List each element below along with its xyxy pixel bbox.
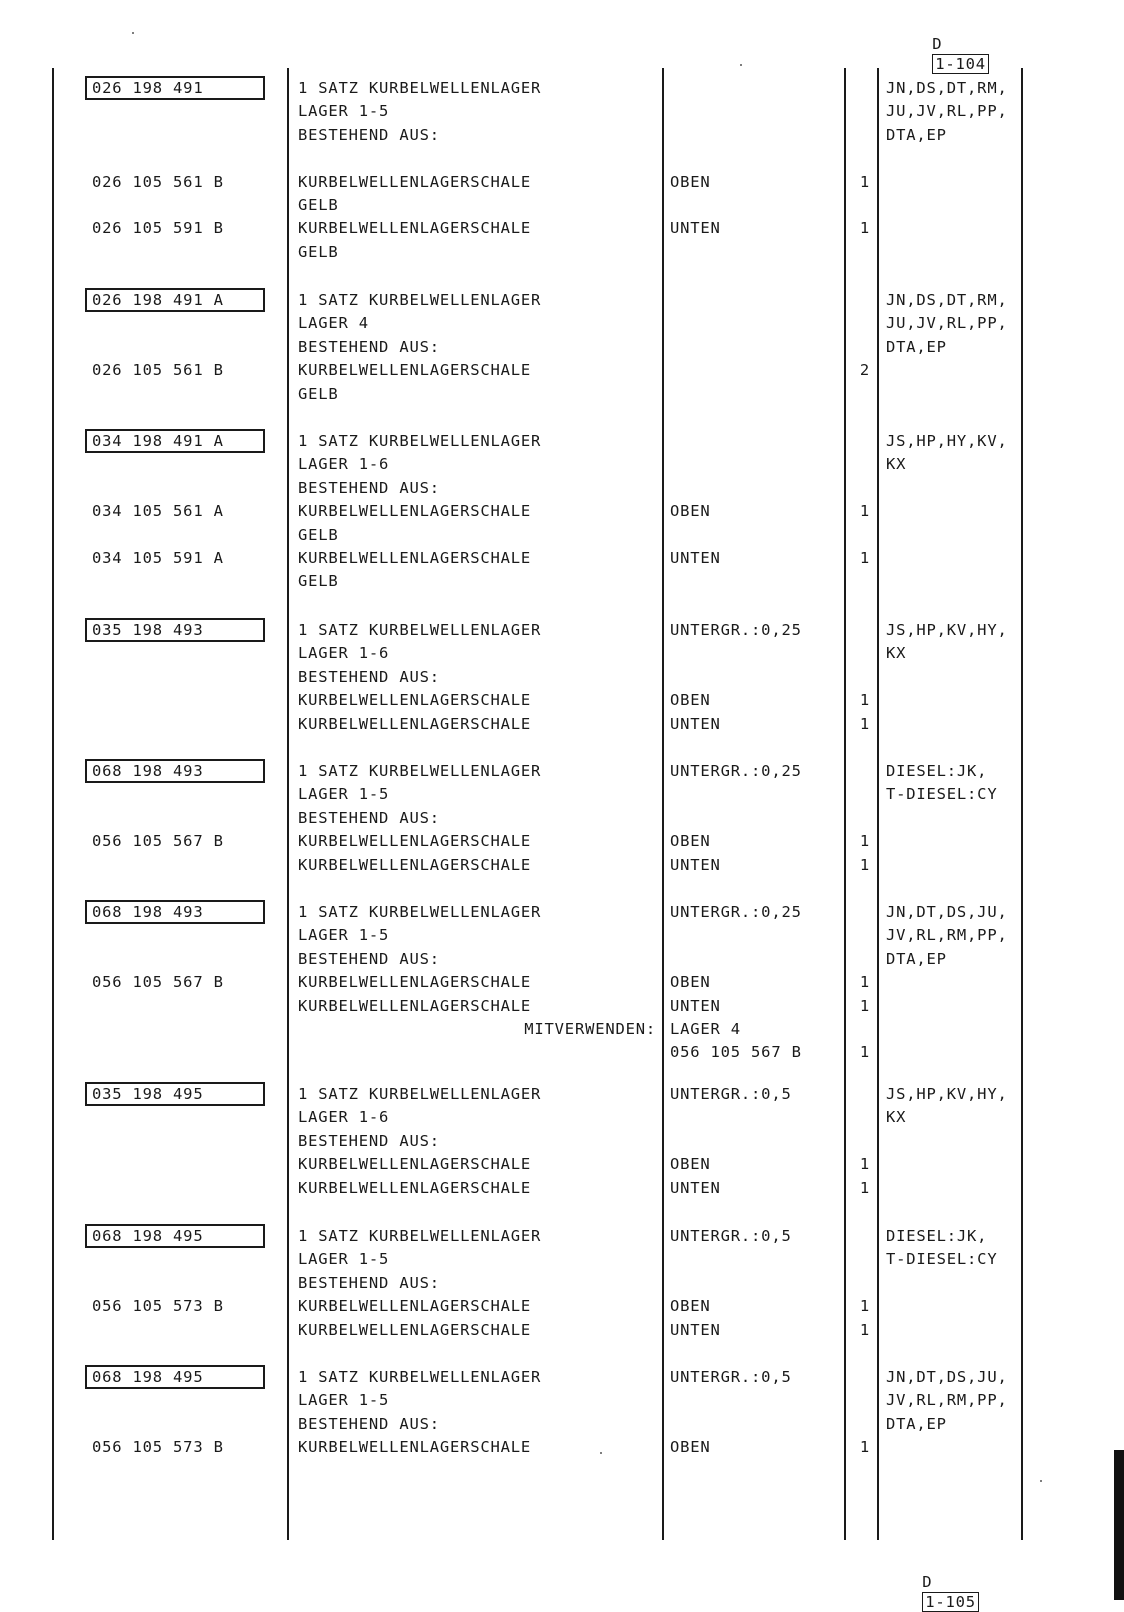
model-codes: DIESEL:JK,	[886, 762, 988, 780]
part-description: KURBELWELLENLAGERSCHALE	[298, 973, 532, 992]
footer-page-ref: 1-105	[922, 1592, 979, 1612]
part-description: KURBELWELLENLAGERSCHALE	[298, 855, 532, 874]
quantity: 1	[859, 172, 870, 191]
part-description: KURBELWELLENLAGERSCHALE	[298, 502, 532, 521]
part-description: GELB	[298, 242, 339, 261]
part-description: GELB	[298, 525, 339, 544]
quantity: 1	[859, 855, 870, 874]
quantity: 1	[859, 1155, 870, 1174]
part-description: 1 SATZ KURBELWELLENLAGER	[298, 762, 542, 780]
position-note: UNTEN	[670, 855, 721, 874]
scan-speck	[132, 32, 134, 34]
table-rule-right	[1021, 68, 1023, 1540]
part-description: 1 SATZ KURBELWELLENLAGER	[298, 79, 542, 97]
set-number-box: 068 198 495	[85, 1365, 265, 1389]
quantity: 1	[859, 502, 870, 521]
model-codes: T-DIESEL:CY	[886, 785, 998, 804]
model-codes: DTA,EP	[886, 949, 947, 968]
quantity: 1	[859, 1043, 870, 1062]
model-codes: JN,DS,DT,RM,	[886, 79, 1008, 97]
model-codes: KX	[886, 644, 907, 663]
part-description: GELB	[298, 384, 339, 403]
part-description: KURBELWELLENLAGERSCHALE	[298, 1155, 532, 1174]
part-description: KURBELWELLENLAGERSCHALE	[298, 1297, 532, 1316]
set-number-box: 034 198 491 A	[85, 429, 265, 453]
model-codes: KX	[886, 1108, 907, 1127]
part-description: LAGER 1-6	[298, 1108, 390, 1127]
table-rule-qty	[844, 68, 846, 1540]
part-description: BESTEHEND AUS:	[298, 667, 440, 686]
quantity: 1	[859, 832, 870, 851]
part-description: KURBELWELLENLAGERSCHALE	[298, 996, 532, 1015]
position-note: UNTEN	[670, 1320, 721, 1339]
quantity: 1	[859, 219, 870, 238]
position-note: UNTERGR.:0,5	[670, 1368, 792, 1386]
part-description: BESTEHEND AUS:	[298, 1273, 440, 1292]
position-note: UNTEN	[670, 549, 721, 567]
table-rule-desc	[287, 68, 289, 1540]
part-number: 056 105 567 B	[92, 973, 224, 992]
position-note: OBEN	[670, 1438, 711, 1457]
set-number-box: 068 198 493	[85, 900, 265, 924]
part-description: KURBELWELLENLAGERSCHALE	[298, 1438, 532, 1457]
part-description: 1 SATZ KURBELWELLENLAGER	[298, 432, 542, 450]
part-description: LAGER 1-5	[298, 102, 390, 121]
quantity: 1	[859, 973, 870, 992]
position-note: OBEN	[670, 691, 711, 710]
model-codes: JV,RL,RM,PP,	[886, 1391, 1008, 1410]
page-footer	[902, 1552, 979, 1612]
quantity: 1	[859, 549, 870, 567]
set-number-box: 026 198 491 A	[85, 288, 265, 312]
model-codes: JS,HP,KV,HY,	[886, 1085, 1008, 1103]
part-number: 056 105 573 B	[92, 1297, 224, 1316]
position-note: OBEN	[670, 502, 711, 521]
quantity: 1	[859, 1320, 870, 1339]
table-rule-remark	[877, 68, 879, 1540]
table-rule-left	[52, 68, 54, 1540]
position-note: UNTEN	[670, 996, 721, 1015]
position-note: LAGER 4	[670, 1020, 741, 1038]
part-description: GELB	[298, 196, 339, 214]
part-description: LAGER 1-5	[298, 1391, 390, 1410]
part-description: BESTEHEND AUS:	[298, 478, 440, 497]
quantity: 1	[859, 996, 870, 1015]
quantity: 1	[859, 1178, 870, 1197]
part-description: KURBELWELLENLAGERSCHALE	[298, 1178, 532, 1197]
part-description: LAGER 1-5	[298, 926, 390, 945]
scan-edge-bar	[1114, 1450, 1124, 1600]
part-description: BESTEHEND AUS:	[298, 337, 440, 356]
model-codes: JS,HP,HY,KV,	[886, 432, 1008, 450]
position-note: UNTEN	[670, 219, 721, 238]
part-number: 056 105 567 B	[92, 832, 224, 851]
part-description: KURBELWELLENLAGERSCHALE	[298, 691, 532, 710]
model-codes: JU,JV,RL,PP,	[886, 102, 1008, 121]
set-number-box: 035 198 495	[85, 1082, 265, 1106]
position-note: OBEN	[670, 973, 711, 992]
part-description-note: MITVERWENDEN:	[524, 1020, 656, 1038]
position-note: UNTERGR.:0,25	[670, 762, 802, 780]
model-codes: DTA,EP	[886, 1414, 947, 1433]
part-description: GELB	[298, 572, 339, 591]
model-codes: DTA,EP	[886, 125, 947, 144]
quantity: 1	[859, 1438, 870, 1457]
part-description: BESTEHEND AUS:	[298, 1131, 440, 1150]
set-number-box: 068 198 493	[85, 759, 265, 783]
part-number: 034 105 561 A	[92, 502, 224, 521]
model-codes: JN,DS,DT,RM,	[886, 291, 1008, 309]
part-description: BESTEHEND AUS:	[298, 1414, 440, 1433]
position-note: OBEN	[670, 172, 711, 191]
part-description: BESTEHEND AUS:	[298, 808, 440, 827]
table-rule-pos	[662, 68, 664, 1540]
part-description: 1 SATZ KURBELWELLENLAGER	[298, 903, 542, 921]
model-codes: JS,HP,KV,HY,	[886, 621, 1008, 639]
model-codes: JU,JV,RL,PP,	[886, 314, 1008, 333]
model-codes: JN,DT,DS,JU,	[886, 903, 1008, 921]
scan-speck	[1040, 1480, 1042, 1482]
header-prefix: D	[932, 35, 943, 53]
part-description: 1 SATZ KURBELWELLENLAGER	[298, 1368, 542, 1386]
part-description: KURBELWELLENLAGERSCHALE	[298, 172, 532, 191]
part-description: KURBELWELLENLAGERSCHALE	[298, 832, 532, 851]
part-description: 1 SATZ KURBELWELLENLAGER	[298, 1085, 542, 1103]
position-note: UNTERGR.:0,5	[670, 1085, 792, 1103]
part-description: 1 SATZ KURBELWELLENLAGER	[298, 621, 542, 639]
quantity: 1	[859, 714, 870, 733]
position-note: OBEN	[670, 832, 711, 851]
part-number: 026 105 561 B	[92, 361, 224, 380]
scan-speck	[600, 1452, 602, 1454]
part-description: KURBELWELLENLAGERSCHALE	[298, 549, 532, 567]
part-description: 1 SATZ KURBELWELLENLAGER	[298, 291, 542, 309]
part-description: LAGER 1-5	[298, 785, 390, 804]
quantity: 1	[859, 1297, 870, 1316]
part-description: LAGER 1-6	[298, 644, 390, 663]
part-number: 026 105 591 B	[92, 219, 224, 238]
header-page-ref: 1-104	[932, 54, 989, 74]
page-header	[912, 14, 989, 74]
position-note: UNTEN	[670, 714, 721, 733]
part-number: 056 105 573 B	[92, 1438, 224, 1457]
part-description: 1 SATZ KURBELWELLENLAGER	[298, 1227, 542, 1245]
model-codes: T-DIESEL:CY	[886, 1250, 998, 1269]
position-note: UNTERGR.:0,25	[670, 621, 802, 639]
position-note: OBEN	[670, 1297, 711, 1316]
footer-prefix: D	[922, 1573, 933, 1591]
part-description: BESTEHEND AUS:	[298, 949, 440, 968]
position-note: UNTERGR.:0,5	[670, 1227, 792, 1245]
part-description: KURBELWELLENLAGERSCHALE	[298, 219, 532, 238]
part-description: LAGER 1-5	[298, 1250, 390, 1269]
set-number-box: 026 198 491	[85, 76, 265, 100]
part-description: KURBELWELLENLAGERSCHALE	[298, 361, 532, 380]
model-codes: KX	[886, 455, 907, 474]
part-description: LAGER 4	[298, 314, 369, 333]
position-note: UNTEN	[670, 1178, 721, 1197]
part-description: KURBELWELLENLAGERSCHALE	[298, 714, 532, 733]
position-note: UNTERGR.:0,25	[670, 903, 802, 921]
model-codes: DIESEL:JK,	[886, 1227, 988, 1245]
quantity: 2	[859, 361, 870, 380]
set-number-box: 068 198 495	[85, 1224, 265, 1248]
model-codes: JV,RL,RM,PP,	[886, 926, 1008, 945]
part-number: 034 105 591 A	[92, 549, 224, 567]
part-description: KURBELWELLENLAGERSCHALE	[298, 1320, 532, 1339]
part-description: BESTEHEND AUS:	[298, 125, 440, 144]
position-note: 056 105 567 B	[670, 1043, 802, 1062]
position-note: OBEN	[670, 1155, 711, 1174]
set-number-box: 035 198 493	[85, 618, 265, 642]
model-codes: DTA,EP	[886, 337, 947, 356]
model-codes: JN,DT,DS,JU,	[886, 1368, 1008, 1386]
quantity: 1	[859, 691, 870, 710]
part-description: LAGER 1-6	[298, 455, 390, 474]
scan-speck	[740, 64, 742, 66]
part-number: 026 105 561 B	[92, 172, 224, 191]
